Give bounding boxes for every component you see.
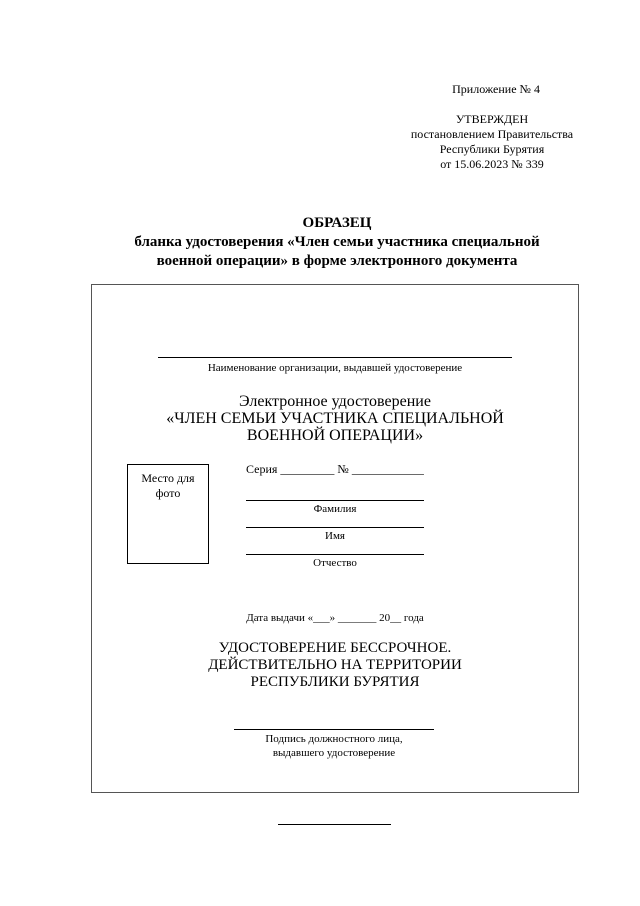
signature-caption-line: выдавшего удостоверение (272, 747, 396, 759)
footer-divider (278, 824, 391, 825)
patronymic-line (246, 554, 424, 555)
document-name-line: ВОЕННОЙ ОПЕРАЦИИ» (246, 427, 424, 444)
photo-placeholder (127, 464, 209, 564)
signature-caption-line: Подпись должностного лица, (265, 733, 403, 745)
title-line: ОБРАЗЕЦ (302, 215, 372, 231)
validity-line: УДОСТОВЕРЕНИЕ БЕССРОЧНОЕ. (218, 640, 452, 656)
patronymic-label: Отчество (313, 557, 357, 569)
approval-line: постановлением Правительства (410, 127, 574, 141)
organization-caption: Наименование организации, выдавшей удостоверение (207, 362, 463, 374)
validity-line: ДЕЙСТВИТЕЛЬНО НА ТЕРРИТОРИИ (208, 657, 462, 673)
signature-caption (234, 732, 434, 760)
photo-label: фото (155, 486, 181, 500)
photo-label: Место для (141, 471, 195, 485)
approval-block (402, 112, 582, 172)
name-label: Имя (325, 530, 345, 542)
signature-line (234, 729, 434, 730)
document-name-line: «ЧЛЕН СЕМЬИ УЧАСТНИКА СПЕЦИАЛЬНОЙ (166, 410, 504, 427)
issue-date: Дата выдачи «___» _______ 20__ года (246, 612, 424, 624)
document-title (0, 214, 640, 271)
series-number-field: Серия _________ № ____________ (246, 462, 424, 476)
surname-label: Фамилия (313, 503, 357, 515)
title-line: бланка удостоверения «Член семьи участника специальной (134, 234, 540, 250)
name-line (246, 527, 424, 528)
approval-line: Республики Бурятия (439, 142, 545, 156)
appendix-number: Приложение № 4 (452, 82, 540, 96)
title-line: военной операции» в форме электронного документа (156, 253, 518, 269)
validity-line: РЕСПУБЛИКИ БУРЯТИЯ (250, 674, 420, 690)
document-type: Электронное удостоверение (239, 393, 431, 410)
approval-line: от 15.06.2023 № 339 (440, 157, 544, 171)
organization-line (158, 357, 512, 358)
approval-line: УТВЕРЖДЕН (455, 112, 529, 126)
validity-statement (91, 640, 579, 691)
surname-line (246, 500, 424, 501)
